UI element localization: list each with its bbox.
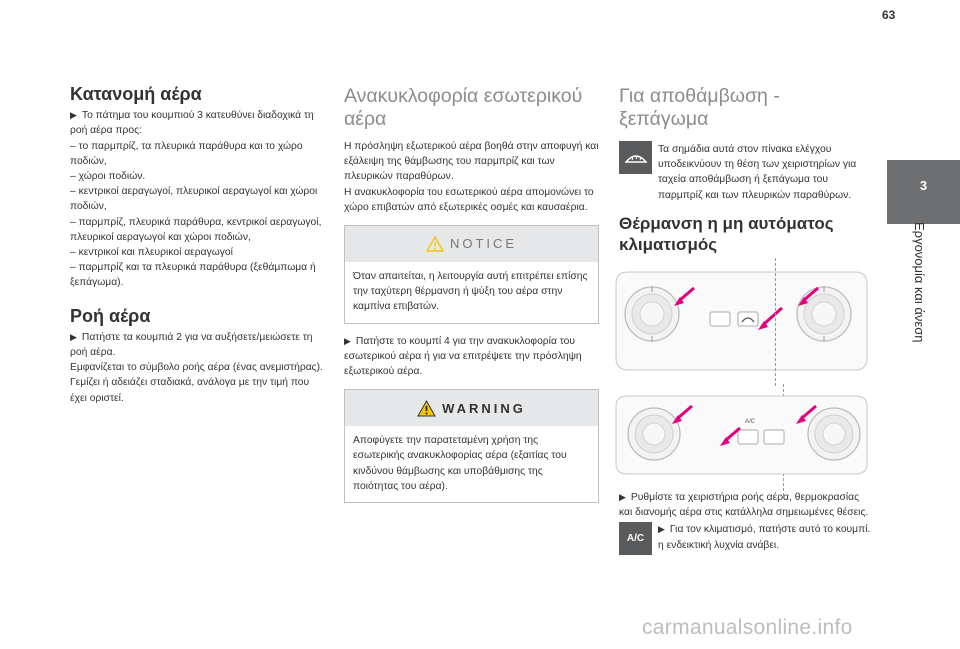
notice-triangle-icon xyxy=(426,236,444,252)
chapter-title: Εργονομία και άνεση xyxy=(912,222,927,343)
windscreen-demist-icon xyxy=(619,141,652,174)
page-number: 63 xyxy=(882,8,896,22)
bullet-arrow-icon: ▶ xyxy=(70,331,77,342)
bullet-arrow-icon: ▶ xyxy=(658,524,665,535)
chapter-title-vertical xyxy=(912,222,936,362)
heading-demist: Για αποθάμβωση - ξεπάγωμα xyxy=(619,85,780,130)
bullet-arrow-icon: ▶ xyxy=(70,110,77,121)
warning-triangle-icon xyxy=(417,400,436,417)
ac-button-icon: A/C xyxy=(619,522,652,555)
ac-row xyxy=(619,522,871,555)
control-panel-illustration-1 xyxy=(614,262,869,380)
paragraph: Εμφανίζεται το σύμβολο ροής αέρα (ένας ανεμιστήρας). Γεμίζει ή αδειάζει σταδιακά, ανάλογα με την τιμή που έχει οριστεί. xyxy=(70,362,323,404)
heading-heating-manual-ac: Θέρμανση η μη αυτόματος κλιματισμός xyxy=(619,213,834,254)
warning-box xyxy=(344,389,599,503)
notice-box xyxy=(344,225,599,324)
list-item: – παρμπρίζ, πλευρικά παράθυρα, κεντρικοί αεραγωγοί, πλευρικοί αεραγωγοί και χώροι ποδιών, xyxy=(70,216,322,243)
paragraph: ▶ Ρυθμίστε τα χειριστήρια ροής αέρα, θερμοκρασίας και διανομής αέρα στις κατάλληλα σημειωμένες θέσεις. xyxy=(619,492,869,519)
warning-text: Αποφύγετε την παρατεταμένη χρήση της εσωτερικής ανακυκλοφορίας αέρα (εξαιτίας του κινδύνου θάμβωσης και υποβάθμισης της ποιότητας του αέρα). xyxy=(353,435,567,492)
warning-header xyxy=(345,390,598,426)
chapter-tab: 3 xyxy=(887,160,960,224)
paragraph: Η πρόσληψη εξωτερικού αέρα βοηθά στην αποφυγή και εξάλειψη της θάμβωσης του παρμπρίζ και των πλευρικών παραθύρων. xyxy=(344,141,599,183)
divider-dashed xyxy=(775,258,776,386)
column-recirculation xyxy=(344,80,599,503)
control-panel-illustration-2 xyxy=(614,384,869,484)
notice-header xyxy=(345,226,598,262)
column-demist xyxy=(619,80,871,255)
demist-row xyxy=(619,141,871,203)
column-air-distribution xyxy=(70,80,325,406)
bullet-arrow-icon: ▶ xyxy=(619,492,626,502)
paragraph: ▶ Το πάτημα του κουμπιού 3 κατευθύνει διαδοχικά τη ροή αέρα προς: xyxy=(70,110,314,137)
heading-recirculation: Ανακυκλοφορία εσωτερικού αέρα xyxy=(344,85,583,130)
list-item: – κεντρικοί αεραγωγοί, πλευρικοί αεραγωγοί και χώροι ποδιών, xyxy=(70,186,318,213)
paragraph: Τα σημάδια αυτά στον πίνακα ελέγχου υποδεικνύουν τη θέση των χειριστηρίων για ταχεία αποθάμβωση ή ξεπάγωμα του παρμπρίζ και των πλευρικών παραθύρων. xyxy=(658,144,857,201)
paragraph: Η ανακυκλοφορία του εσωτερικού αέρα απομονώνει το χώρο επιβατών από εξωτερικές οσμές και καυσαέρια. xyxy=(344,186,594,213)
list-item: – κεντρικοί και πλευρικοί αεραγωγοί xyxy=(70,247,233,259)
panel-ac-label: A/C xyxy=(745,419,756,425)
heading-air-flow: Ροή αέρα xyxy=(70,305,151,326)
paragraph: ▶ Πατήστε τα κουμπιά 2 για να αυξήσετε/μειώσετε τη ροή αέρα. xyxy=(70,331,313,359)
warning-label: WARNING xyxy=(442,400,526,416)
list-item: – το παρμπρίζ, τα πλευρικά παράθυρα και το χώρο ποδιών, xyxy=(70,140,303,167)
watermark: carmanualsonline.info xyxy=(642,616,853,639)
heading-air-distribution: Κατανομή αέρα xyxy=(70,84,202,104)
list-item: – χώροι ποδιών. xyxy=(70,171,146,183)
list-item: – παρμπρίζ και τα πλευρικά παράθυρα (ξεθάμπωμα ή ξεπάγωμα). xyxy=(70,262,316,289)
notice-text: Όταν απαιτείται, η λειτουργία αυτή επιτρέπει επίσης την ταχύτερη θέρμανση ή ψύξη του αέρα στην καμπίνα επιβατών. xyxy=(353,271,588,313)
bullet-arrow-icon: ▶ xyxy=(344,335,351,346)
notice-label: NOTICE xyxy=(449,236,518,252)
paragraph: ▶ Για τον κλιματισμό, πατήστε αυτό το κουμπί. η ενδεικτική λυχνία ανάβει. xyxy=(658,524,871,551)
paragraph: ▶ Πατήστε το κουμπί 4 για την ανακυκλοφορία του εσωτερικού αέρα ή για να επιτρέψετε την πρόσληψη εξωτερικού αέρα. xyxy=(344,335,582,378)
column-demist-lower xyxy=(619,490,871,555)
